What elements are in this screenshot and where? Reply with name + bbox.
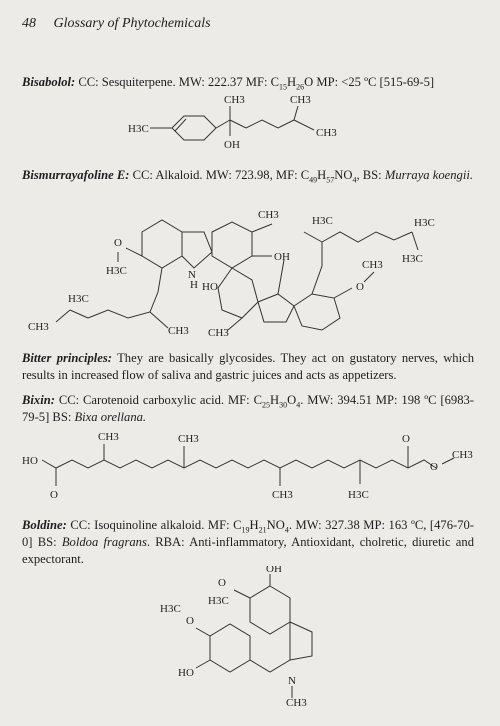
svg-text:CH3: CH3	[272, 489, 293, 501]
svg-text:H3C: H3C	[160, 603, 181, 615]
svg-text:CH3: CH3	[28, 321, 49, 333]
svg-text:HO: HO	[202, 281, 218, 293]
bisabolol-structure	[120, 92, 360, 154]
svg-text:O: O	[218, 577, 226, 589]
svg-text:OH: OH	[224, 139, 240, 151]
svg-text:OH: OH	[274, 251, 290, 263]
page-number: 48	[22, 16, 36, 31]
svg-text:CH3: CH3	[168, 325, 189, 337]
svg-text:HO: HO	[178, 667, 194, 679]
svg-text:O: O	[50, 489, 58, 501]
svg-text:O: O	[186, 615, 194, 627]
svg-text:CH3: CH3	[452, 449, 473, 461]
svg-text:H3C: H3C	[414, 217, 435, 229]
boldine-structure	[150, 566, 350, 706]
svg-text:H3C: H3C	[68, 293, 89, 305]
entry-boldine: Boldine: CC: Isoquinoline alkaloid. MF: $C_{19}H_{21}NO_4$. MW: 327.38 MP: 163 ºC, [476-70-0] BS: Boldoa fragrans. RBA: Anti-inflammatory, Antioxidant, cholretic, diuretic and expectorant.	[22, 518, 474, 566]
svg-text:N: N	[188, 269, 196, 281]
entry-bitter-principles: Bitter principles: They are basically glycosides. They act on gustatory nerves, which results in increased flow of saliva and gastric juices and acts as appetizers.	[22, 351, 474, 382]
svg-text:CH3: CH3	[286, 697, 307, 706]
entry-name: Bisabolol	[22, 75, 71, 89]
svg-text:H3C: H3C	[208, 595, 229, 607]
svg-text:N: N	[288, 675, 296, 687]
svg-text:OH: OH	[266, 566, 282, 575]
svg-text:CH3: CH3	[258, 209, 279, 221]
structure-label: H3C	[128, 123, 149, 135]
svg-text:H3C: H3C	[106, 265, 127, 277]
svg-text:CH3: CH3	[208, 327, 229, 339]
svg-text:H3C: H3C	[348, 489, 369, 501]
entry-bixin: Bixin: CC: Carotenoid carboxylic acid. MF: $C_{25}H_{30}O_4$. MW: 394.51 MP: 198 ºC [6983-79-5] BS: Bixa orellana.	[22, 393, 474, 424]
svg-text:H3C: H3C	[312, 215, 333, 227]
entry-bismurrayafoline-e: Bismurrayafoline E: CC: Alkaloid. MW: 723.98, MF: $C_{49}H_{57}NO_4$, BS: Murraya koengii.	[22, 168, 473, 185]
entry-name: Bixin	[22, 393, 51, 407]
svg-text:H: H	[190, 279, 198, 291]
svg-text:O: O	[430, 461, 438, 473]
svg-text:CH3: CH3	[178, 433, 199, 445]
bismurrayafoline-structure	[22, 202, 462, 342]
entry-bisabolol: Bisabolol: CC: Sesquiterpene. MW: 222.37 MF: $C_{15}H_{26}O$ MP: <25 ºC [515-69-5]	[22, 75, 435, 92]
svg-text:CH3: CH3	[316, 127, 337, 139]
svg-text:HO: HO	[22, 455, 38, 467]
svg-text:CH3: CH3	[224, 94, 245, 106]
bixin-structure	[22, 428, 478, 508]
page-running-title: Glossary of Phytochemicals	[53, 16, 211, 31]
entry-name: Boldine	[22, 518, 63, 532]
svg-text:O: O	[402, 433, 410, 445]
entry-name: Bismurrayafoline E	[22, 168, 126, 182]
svg-text:CH3: CH3	[362, 259, 383, 271]
page-header	[22, 16, 211, 32]
svg-text:O: O	[114, 237, 122, 249]
svg-text:H3C: H3C	[402, 253, 423, 265]
svg-text:CH3: CH3	[98, 431, 119, 443]
svg-text:CH3: CH3	[290, 94, 311, 106]
svg-text:O: O	[356, 281, 364, 293]
entry-name: Bitter principles	[22, 351, 108, 365]
